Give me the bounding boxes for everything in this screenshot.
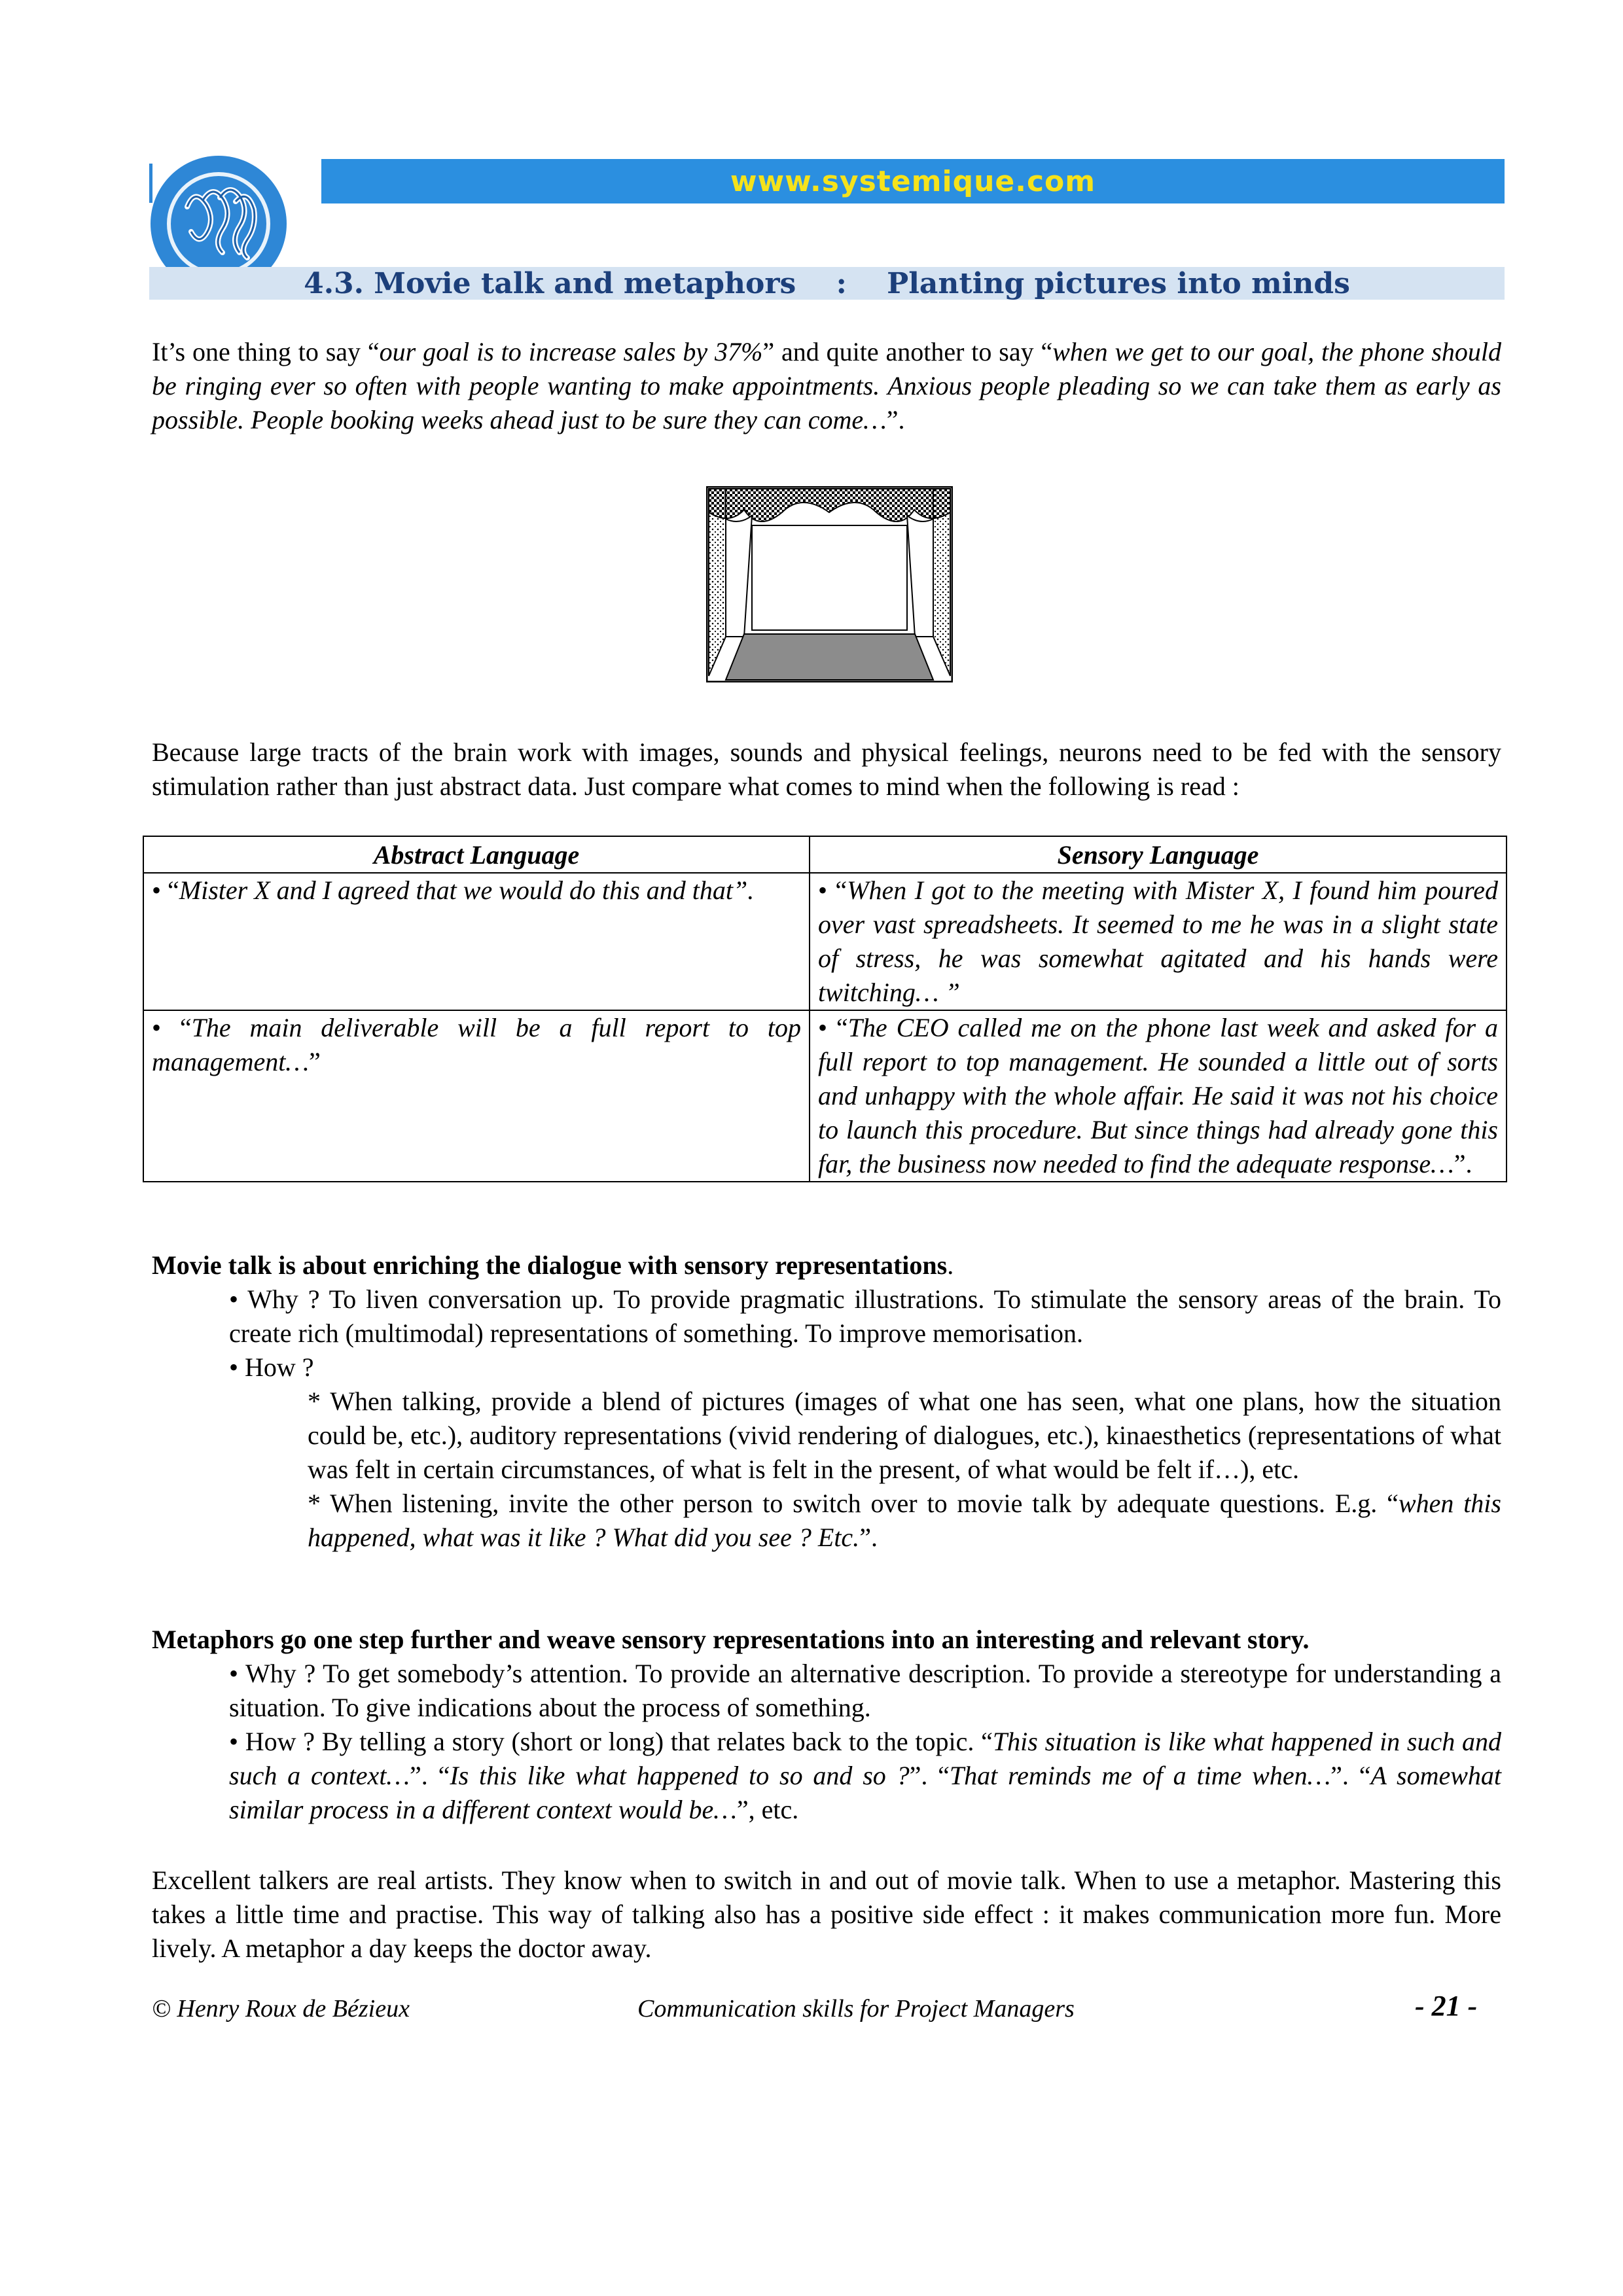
closing-paragraph: Excellent talkers are real artists. They know when to switch in and out of movie talk. When to use a metaphor. Mastering this takes a little time and practise. This way of talking also has a positive side effect : it makes communication more fun. More lively. A metaphor a day keeps the doctor away. <box>152 1865 1501 1963</box>
intro-paragraph: It’s one thing to say “our goal is to increase sales by 37%” and quite another to say “when we get to our goal, the phone should be ringing ever so often with people wanting to make appointments. Anxious people pleading so we can take them as early as possible. People booking weeks ahead just to be sure they can come…”. <box>152 337 1502 434</box>
brain-paragraph: Because large tracts of the brain work with images, sounds and physical feelings, neurons need to be fed with the sensory stimulation rather than just abstract data. Just compare what comes to mind when the following is read : <box>152 737 1501 801</box>
metaphors-heading: Metaphors go one step further and weave sensory representations into an interesting and relevant story. <box>152 1625 1310 1654</box>
metaphors-section <box>152 1623 1501 1827</box>
table-header-abstract: Abstract Language <box>143 836 810 873</box>
metaphors-how: • How ? By telling a story (short or long) that relates back to the topic. “This situation is like what happened in such and such a context…”. “Is this like what happened to so and so ?”. “That reminds me of a time when…”. “A somewhat similar process in a different context would be…”, etc. <box>229 1727 1502 1824</box>
table-cell-abstract: • “The main deliverable will be a full report to top management…” <box>143 1010 810 1182</box>
movie-talk-when-talking: * When talking, provide a blend of pictures (images of what one has seen, what one plans, how the situation could be, etc.), auditory representations (vivid rendering of dialogues, etc.), kinaesthetics (representations of what was felt in certain circumstances, of what is felt in the present, of what would be felt if…), etc. <box>308 1386 1501 1484</box>
website-link[interactable]: www.systemique.com <box>730 164 1096 198</box>
movie-talk-how: • How ? <box>229 1352 314 1382</box>
footer-book-title: Communication skills for Project Managers <box>637 1995 1075 2022</box>
movie-talk-heading: Movie talk is about enriching the dialogue with sensory representations. <box>152 1250 954 1280</box>
table-header-row <box>143 836 1507 873</box>
header-url-bar <box>321 159 1505 203</box>
movie-talk-section <box>152 1248 1501 1555</box>
table-cell-abstract: • “Mister X and I agreed that we would do this and that”. <box>143 873 810 1010</box>
section-title-band <box>149 267 1505 300</box>
table-cell-sensory: • “The CEO called me on the phone last week and asked for a full report to top management. He sounded a little out of sorts and unhappy with the whole affair. He said it was not his choice to launch this procedure. But since things had already gone this far, the business now needed to find the adequate response…”. <box>810 1010 1507 1182</box>
table-cell-sensory: • “When I got to the meeting with Mister X, I found him poured over vast spreadsheets. It seemed to me he was in a slight state of stress, he was somewhat agitated and his hands were twitching… ” <box>810 873 1507 1010</box>
movie-talk-when-listening: * When listening, invite the other person to switch over to movie talk by adequate questions. E.g. “when this happened, what was it like ? What did you see ? Etc.”. <box>308 1489 1501 1552</box>
table-header-sensory: Sensory Language <box>810 836 1507 873</box>
table-row <box>143 1010 1507 1182</box>
section-title: 4.3. Movie talk and metaphors : Planting pictures into minds <box>304 266 1350 300</box>
metaphors-why: • Why ? To get somebody’s attention. To provide an alternative description. To provide a stereotype for understanding a situation. To give indications about the process of something. <box>229 1659 1501 1722</box>
language-comparison-table <box>143 836 1507 1182</box>
movie-talk-why: • Why ? To liven conversation up. To provide pragmatic illustrations. To stimulate the sensory areas of the brain. To create rich (multimodal) representations of something. To improve memorisation. <box>229 1284 1501 1348</box>
footer-author: © Henry Roux de Bézieux <box>152 1995 410 2022</box>
theatre-stage-icon <box>706 486 953 682</box>
page-number: - 21 - <box>1415 1990 1478 2022</box>
table-row <box>143 873 1507 1010</box>
